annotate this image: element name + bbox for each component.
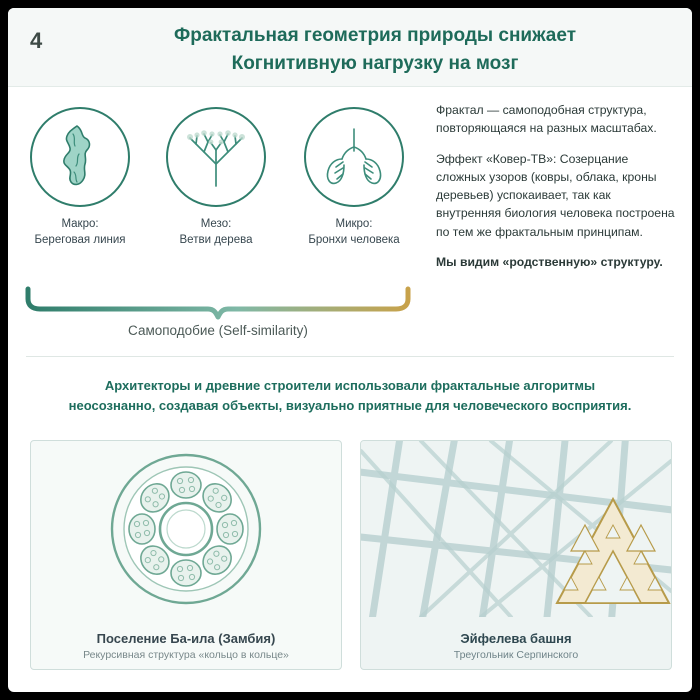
tree-branches-icon [178, 120, 254, 194]
section-divider [26, 356, 674, 357]
slide-header [8, 8, 692, 87]
scale-caption-macro-line2: Береговая линия [34, 233, 126, 246]
self-similarity-bracket-group [22, 283, 414, 349]
card-eiffel-caption [361, 631, 671, 661]
card-ba-ila [30, 440, 342, 670]
section-subtitle-line2: неосознанно, создавая объекты, визуально приятные для человеческого восприятия. [68, 398, 632, 414]
bracket-icon [22, 283, 414, 323]
scale-caption-micro [296, 217, 412, 248]
examples-cards [26, 440, 674, 678]
slide [8, 8, 692, 692]
scale-caption-macro-line1: Макро: [61, 218, 99, 230]
scale-item-micro [296, 107, 412, 248]
scale-caption-micro-line1: Микро: [335, 218, 373, 230]
page-title-line1: Фрактальная геометрия природы снижает [174, 25, 576, 46]
scales-icons-area [8, 87, 428, 357]
explanation-paragraph-3: Мы видим «родственную» структуру. [436, 255, 663, 270]
explanation-paragraph-1: Фрактал — самоподобная структура, повторяющаяся на разных масштабах. [436, 103, 657, 136]
card-ba-ila-subtitle: Рекурсивная структура «кольцо в кольце» [83, 649, 289, 661]
ba-ila-settlement-diagram [31, 441, 341, 617]
scale-circle-micro [304, 107, 404, 207]
top-section [8, 87, 692, 357]
scale-caption-mezo [158, 217, 274, 248]
eiffel-tower-sierpinski-diagram [361, 441, 671, 617]
self-similarity-label: Самоподобие (Self-similarity) [128, 323, 308, 338]
scale-caption-micro-line2: Бронхи человека [308, 233, 400, 246]
scale-circle-mezo [166, 107, 266, 207]
explanation-text [436, 101, 678, 283]
scale-item-mezo [158, 107, 274, 248]
scale-caption-mezo-line1: Мезо: [200, 218, 232, 230]
card-ba-ila-title: Поселение Ба-ила (Замбия) [96, 631, 276, 646]
page-title-line2: Когнитивную нагрузку на мозг [231, 52, 519, 74]
card-ba-ila-caption [31, 631, 341, 661]
card-eiffel [360, 440, 672, 670]
card-eiffel-title: Эйфелева башня [460, 631, 572, 646]
scale-caption-macro [22, 217, 138, 248]
slide-number: 4 [30, 28, 43, 53]
section-subtitle-line1: Архитекторы и древние строители использовали фрактальные алгоритмы [104, 378, 596, 393]
scale-caption-mezo-line2: Ветви дерева [179, 233, 253, 246]
card-eiffel-subtitle: Треугольник Серпинского [453, 649, 579, 661]
scale-circle-macro [30, 107, 130, 207]
scale-item-macro [22, 107, 138, 248]
section-subtitle [32, 376, 668, 416]
coastline-icon [43, 120, 117, 194]
lungs-bronchi-icon [314, 121, 394, 193]
page-title [78, 22, 672, 77]
explanation-paragraph-2: Эффект «Ковер-ТВ»: Созерцание сложных узоров (ковры, облака, кроны деревьев) успокаивает, так как внутренняя биология человека построена по тем же фрактальным принципам. [436, 151, 675, 239]
